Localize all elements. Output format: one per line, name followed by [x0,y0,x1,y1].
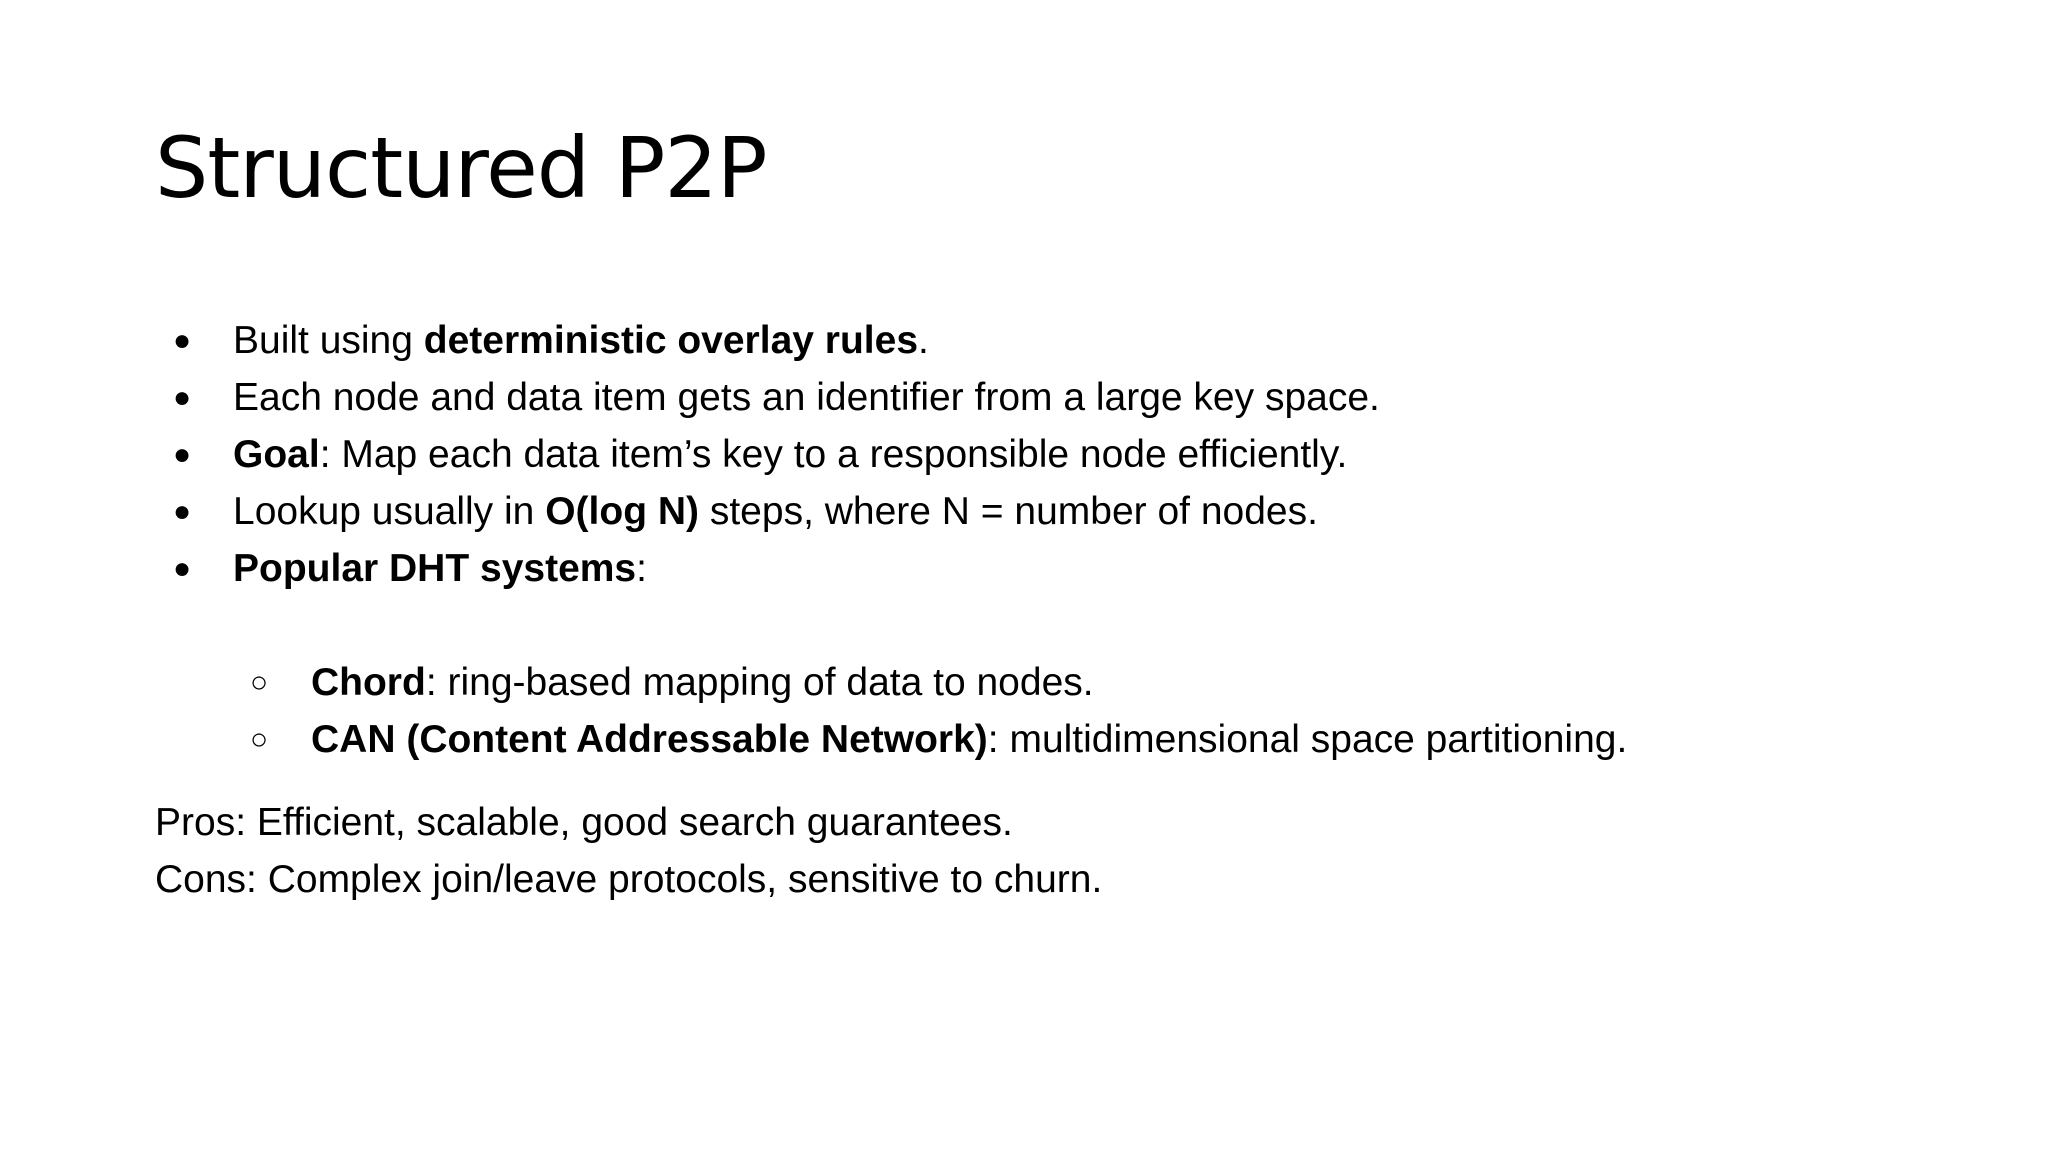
bullet-text-bold: Popular DHT systems [233,547,637,590]
bullet-item [155,369,1955,426]
bullet-item [155,483,1955,540]
slide-content [155,312,1955,908]
bullet-text: : Map each data item’s key to a responsible node efficiently. [319,433,1348,476]
bullet-text: steps, where N = number of nodes. [699,490,1318,533]
bullet-text: Built using [233,319,424,362]
bullet-dot-icon: ● [173,381,192,414]
bullet-text: Lookup usually in [233,490,546,533]
bullet-text-bold: Goal [233,433,320,476]
sub-bullet-item [155,711,1955,768]
bullet-text-bold: O(log N) [545,490,700,533]
sub-bullet-text-bold: Chord [311,661,426,704]
sub-bullet-text-bold: CAN (Content Addressable Network) [311,718,988,761]
pros-line: Pros: Efficient, scalable, good search guarantees. [155,801,1013,844]
bullet-dot-icon: ● [173,324,192,357]
bullet-list [155,312,1955,597]
sub-bullet-item [155,654,1955,711]
bullet-item [155,426,1955,483]
bullet-text: Each node and data item gets an identifier from a large key space. [233,376,1380,419]
sub-bullet-text: : ring-based mapping of data to nodes. [425,661,1094,704]
slide-title: Structured P2P [155,119,767,217]
bullet-item [155,312,1955,369]
bullet-dot-icon: ● [173,438,192,471]
hollow-circle-icon: ○ [250,723,269,756]
hollow-circle-icon: ○ [250,666,269,699]
summary-block [155,794,1955,908]
sub-bullet-list [155,654,1955,768]
bullet-dot-icon: ● [173,552,192,585]
bullet-text-bold: deterministic overlay rules [423,319,919,362]
sub-bullet-text: : multidimensional space partitioning. [987,718,1628,761]
bullet-text: : [636,547,647,590]
bullet-dot-icon: ● [173,495,192,528]
bullet-item [155,540,1955,597]
cons-line: Cons: Complex join/leave protocols, sensitive to churn. [155,858,1103,901]
bullet-text: . [918,319,929,362]
